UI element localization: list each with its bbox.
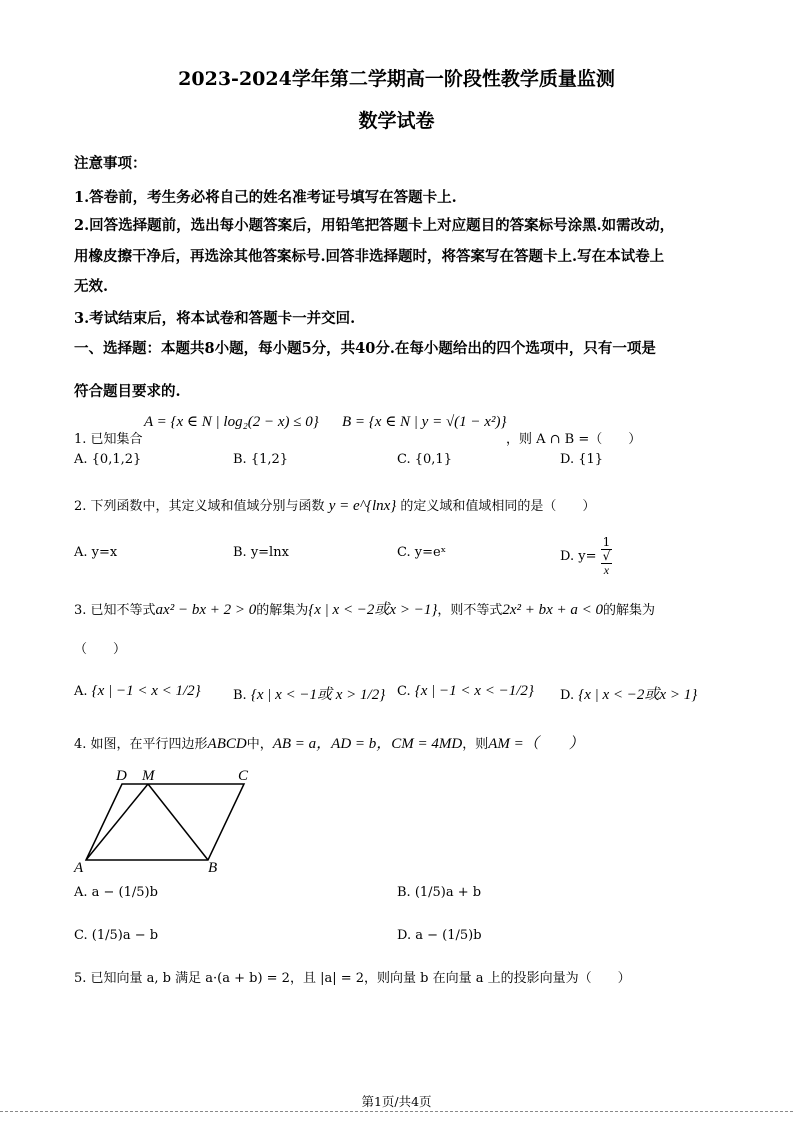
- exam-title: 2023-2024学年第二学期高一阶段性教学质量监测: [178, 68, 615, 90]
- parallelogram-figure: [70, 764, 270, 874]
- q4-stem-c: ，则: [462, 737, 489, 752]
- q1-set-a: A = {x ∈ N | log₂(2 − x) ≤ 0}: [144, 414, 319, 430]
- q4-stem-b: 中，: [246, 737, 273, 752]
- q3-solution-set: {x | x < −2或x > −1}: [308, 602, 438, 618]
- footer-divider: [0, 1111, 793, 1112]
- question-4: [74, 732, 584, 753]
- question-5: 5. 已知向量 a, b 满足 a·(a + b) = 2，且 |a| = 2，则向量 b 在向量 a 上的投影向量为（ ）: [74, 971, 631, 986]
- parallelogram-outline: [86, 784, 244, 860]
- section-1-line-2: 符合题目要求的.: [74, 383, 181, 400]
- q4-option-d: D. a − (1/5)b: [397, 928, 482, 943]
- q3-stem-b: 的解集为: [256, 603, 309, 618]
- page-number: 第1页/共4页: [361, 1094, 432, 1109]
- question-3: [74, 598, 655, 619]
- q2-option-a: A. y=x: [74, 545, 118, 560]
- q4-option-a: A. a − (1/5)b: [74, 885, 158, 900]
- q2-option-d-fraction: [601, 536, 613, 577]
- q3-inequality-2: 2x² + bx + a < 0: [502, 602, 604, 618]
- q1-option-d: D. {1}: [560, 452, 604, 467]
- q1-prefix: 1. 已知集合: [74, 432, 143, 447]
- q3-stem-d: 的解集为: [603, 603, 656, 618]
- q2-option-d-numerator: 1: [602, 535, 611, 549]
- q2-option-d-denominator: √ x: [602, 549, 611, 577]
- q1-suffix: ，则 A ∩ B =（ ）: [506, 432, 642, 447]
- q2-option-c: C. y=eˣ: [397, 545, 447, 560]
- q3-option-b-set: {x | x < −1或 x > 1/2}: [250, 687, 386, 703]
- q1-option-b: B. {1,2}: [233, 452, 289, 467]
- q2-stem-a: 2. 下列函数中，其定义域和值域分别与函数: [74, 499, 325, 514]
- q1-option-a: A. {0,1,2}: [74, 452, 142, 467]
- q3-option-d-label: D.: [560, 688, 575, 703]
- notice-item-2-line-2: 用橡皮擦干净后，再选涂其他答案标号.回答非选择题时，将答案写在答题卡上.写在本试卷上: [74, 248, 665, 265]
- q3-inequality-1: ax² − bx + 2 > 0: [155, 602, 257, 618]
- question-2: [74, 495, 595, 515]
- q3-option-b: [233, 683, 385, 704]
- q2-stem-b: 的定义域和值域相同的是（ ）: [400, 499, 596, 514]
- label-a: A: [74, 860, 84, 874]
- q4-figure-name: ABCD: [207, 736, 247, 752]
- segment-mb: [148, 784, 208, 860]
- label-b: B: [208, 860, 218, 874]
- q4-target: AM =（ ）: [488, 736, 584, 752]
- q4-stem-a: 4. 如图，在平行四边形: [74, 737, 208, 752]
- q4-option-c: C. (1/5)a − b: [74, 928, 159, 943]
- q3-option-c-set: {x | −1 < x < −1/2}: [414, 683, 534, 699]
- q2-option-d: [560, 536, 612, 577]
- q4-conditions: AB = a，AD = b，CM = 4MD: [272, 736, 463, 752]
- q3-option-a: [74, 683, 201, 700]
- q3-option-a-label: A.: [74, 684, 88, 699]
- q1-set-b: B = {x ∈ N | y = √(1 − x²)}: [342, 414, 507, 430]
- label-d: D: [116, 768, 127, 784]
- q3-option-d: [560, 683, 697, 704]
- q1-option-c: C. {0,1}: [397, 452, 452, 467]
- q3-option-a-set: {x | −1 < x < 1/2}: [91, 683, 201, 699]
- notice-heading: 注意事项：: [74, 155, 147, 172]
- q4-option-b: B. (1/5)a + b: [397, 885, 482, 900]
- q3-option-d-set: {x | x < −2或x > 1}: [578, 687, 698, 703]
- q3-option-b-label: B.: [233, 688, 247, 703]
- notice-item-3: 3.考试结束后，将本试卷和答题卡一并交回.: [74, 310, 356, 327]
- label-m: M: [142, 768, 155, 784]
- label-c: C: [238, 768, 249, 784]
- q2-function: y = e^{lnx}: [328, 498, 397, 514]
- q2-option-b: B. y=lnx: [233, 545, 289, 560]
- notice-item-2-line-3: 无效.: [74, 278, 109, 295]
- q3-option-c: [397, 683, 534, 700]
- exam-subtitle: 数学试卷: [358, 110, 435, 132]
- section-1-line-1: 一、选择题：本题共8小题，每小题5分，共40分.在每小题给出的四个选项中，只有一项是: [74, 340, 656, 357]
- q3-stem-a: 3. 已知不等式: [74, 603, 156, 618]
- notice-item-2-line-1: 2.回答选择题前，选出每小题答案后，用铅笔把答题卡上对应题目的答案标号涂黑.如需改动，: [74, 217, 675, 234]
- q3-option-c-label: C.: [397, 684, 411, 699]
- notice-item-1: 1.答卷前，考生务必将自己的姓名准考证号填写在答题卡上.: [74, 189, 457, 206]
- q3-stem-c: ，则不等式: [437, 603, 503, 618]
- q2-option-d-label: D. y=: [560, 549, 597, 564]
- q3-blank: （ ）: [74, 642, 127, 657]
